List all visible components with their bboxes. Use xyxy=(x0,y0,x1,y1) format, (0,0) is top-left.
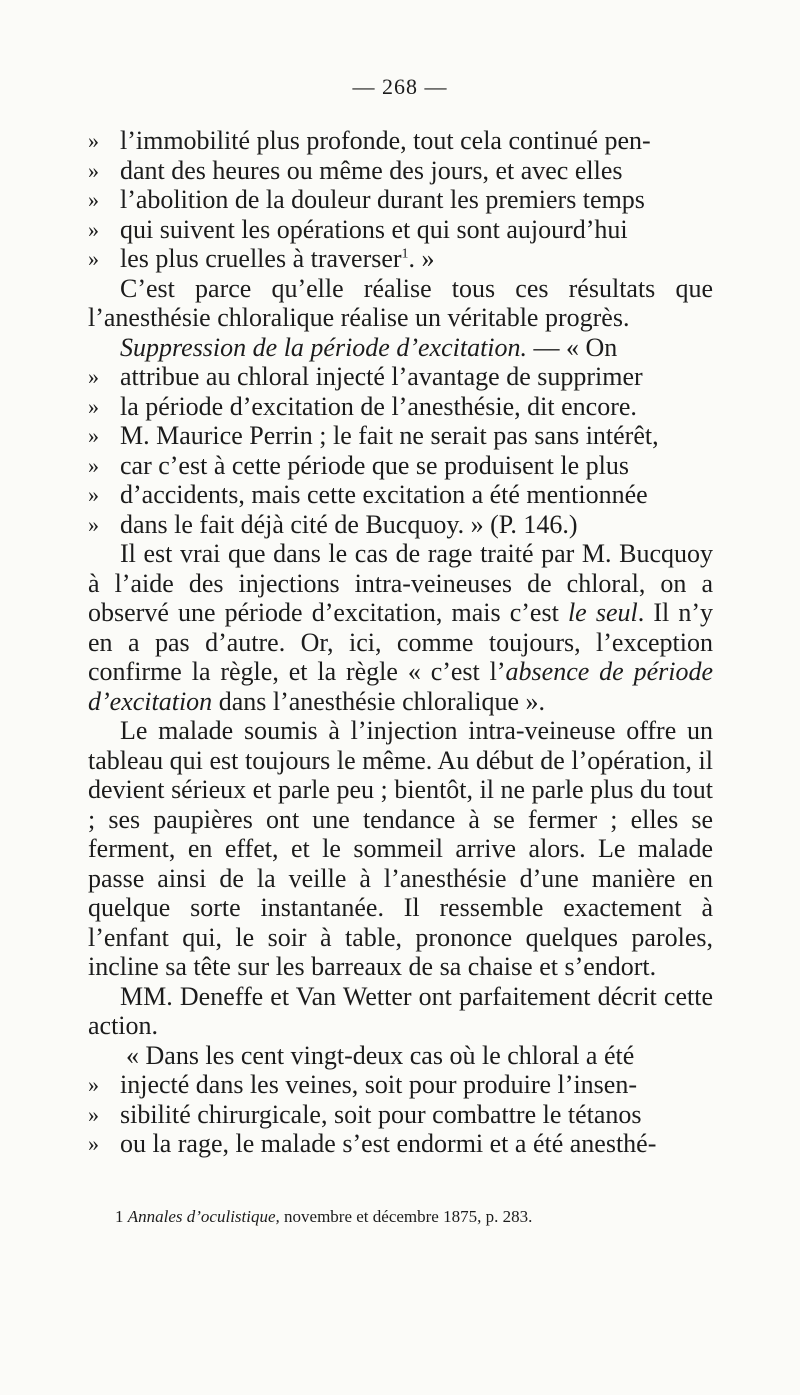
quote-mark: » xyxy=(88,511,99,537)
quote-line: » la période d’excitation de l’anesthésie, dit encore. xyxy=(88,391,637,421)
quote-line: » les plus cruelles à traverser$^1$. » xyxy=(88,244,435,273)
quote-mark: » xyxy=(88,157,99,183)
quote-line: » dans le fait déjà cité de Bucquoy. » (P. 146.) xyxy=(88,509,578,539)
paragraph: C’est parce qu’elle réalise tous ces résultats que l’anesthésie chloralique réalise un véritable progrès. xyxy=(88,273,713,332)
quote-line: » injecté dans les veines, soit pour produire l’insen- xyxy=(88,1070,637,1099)
page-number: — 268 — xyxy=(352,74,448,99)
paragraph: Il est vrai que dans le cas de rage traité par M. Bucquoy à l’aide des injections intra-veineuses de chloral, on a observé une période d’excitation, mais c’est le seul. Il n’y en a pas d’autre. Or, ici, comme toujours, l’exception confirme la règle, et la règle « c’est l’absence de période d’excitation dans l’anesthésie chloralique ». xyxy=(88,539,714,716)
section-paragraph: Suppression de la période d’excitation. — « On xyxy=(120,332,618,362)
quote-mark: » xyxy=(88,1131,99,1156)
paragraph: MM. Deneffe et Van Wetter ont parfaitement décrit cette action. xyxy=(88,981,713,1040)
paragraph: Le malade soumis à l’injection intra-veineuse offre un tableau qui est toujours le même. Au début de l’opération, il devient sérieux et parle peu ; bientôt, il ne parle plus du tout ; ses paupières ont une tendance à se fermer ; elles se ferment, en effet, et le sommeil arrive alors. Le malade passe ainsi de la veille à l’anesthésie d’une manière en quelque sorte instantanée. Il ressemble exactement à l’enfant qui, le soir à table, prononce quelques paroles, incline sa tête sur les barreaux de sa chaise et s’endort. xyxy=(88,716,713,981)
quote-line: » l’immobilité plus profonde, tout cela continué pen- xyxy=(88,126,651,155)
quote-mark: » xyxy=(88,1101,99,1127)
body-text xyxy=(88,126,713,1159)
quote-line: » M. Maurice Perrin ; le fait ne serait pas sans intérêt, xyxy=(88,421,659,450)
quote-mark: » xyxy=(88,364,99,389)
quote-line: » qui suivent les opérations et qui sont aujourd’hui xyxy=(88,214,628,244)
quote-mark: » xyxy=(88,187,99,212)
footnote-ref: 1 xyxy=(401,246,409,262)
quote-line: » dant des heures ou même des jours, et avec elles xyxy=(88,155,623,185)
footnote xyxy=(115,1207,715,1227)
quote-mark: » xyxy=(88,128,99,153)
section-heading: Suppression de la période d’excitation. xyxy=(120,332,528,362)
quote-mark: » xyxy=(88,216,99,242)
footnote-source: Annales d’oculistique, xyxy=(127,1207,280,1226)
quote-mark: » xyxy=(88,1072,99,1097)
footnote-marker: 1 xyxy=(115,1207,124,1226)
quote-mark: » xyxy=(88,482,99,507)
quote-line: » d’accidents, mais cette excitation a été mentionnée xyxy=(88,480,648,509)
quote-line: « Dans les cent vingt-deux cas où le chloral a été xyxy=(126,1040,635,1070)
quote-mark: » xyxy=(88,423,99,448)
quote-mark: » xyxy=(88,246,99,271)
quote-mark: » xyxy=(88,452,99,478)
quote-line: » attribue au chloral injecté l’avantage de supprimer xyxy=(88,362,643,391)
quote-line: » sibilité chirurgicale, soit pour combattre le tétanos xyxy=(88,1099,642,1129)
quote-line: » ou la rage, le malade s’est endormi et a été anesthé- xyxy=(88,1129,657,1158)
quote-mark: » xyxy=(88,393,99,419)
quote-line: » l’abolition de la douleur durant les premiers temps xyxy=(88,185,645,214)
quote-line: » car c’est à cette période que se produisent le plus xyxy=(88,450,629,480)
footnote-rest: novembre et décembre 1875, p. 283. xyxy=(279,1207,533,1226)
